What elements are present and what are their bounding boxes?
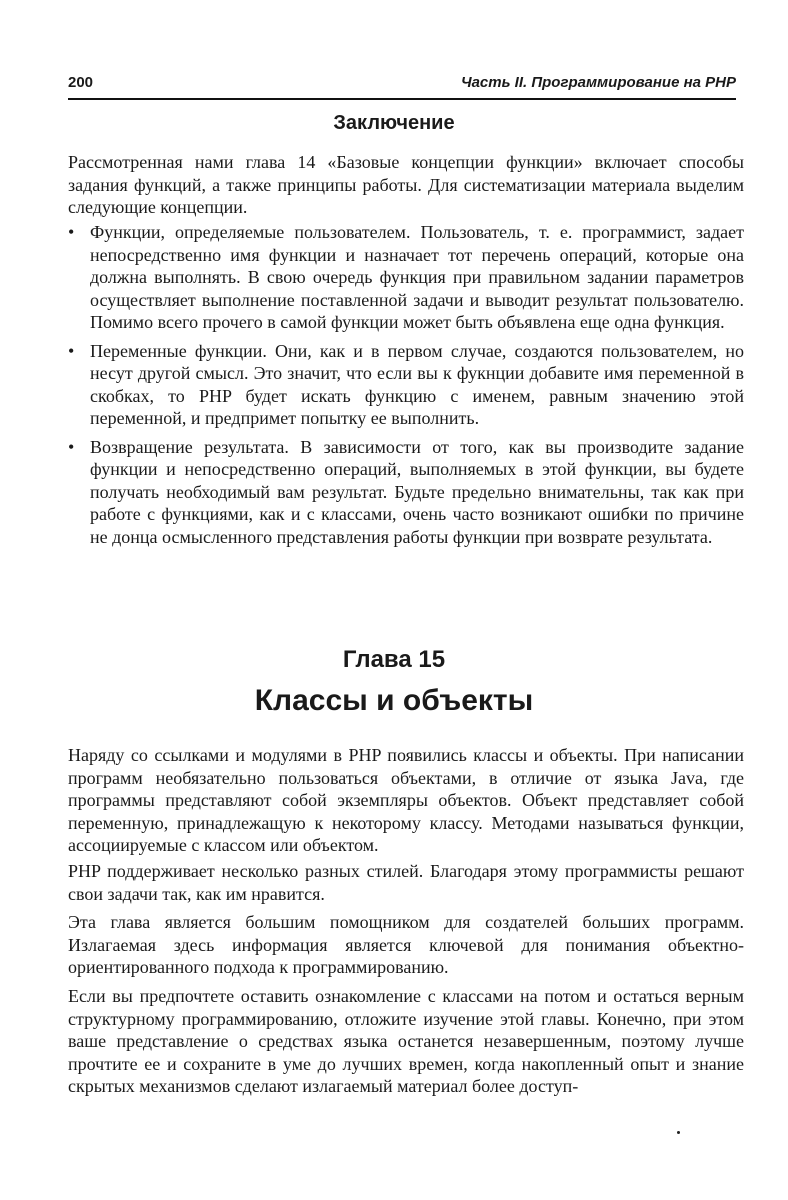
list-item <box>68 436 744 549</box>
list-item <box>68 340 744 430</box>
chapter-paragraph: Эта глава является большим помощником для создателей больших программ. Излагаемая здесь информация является ключевой для понимания объектно-ориентированного подхода к программированию. <box>68 912 744 977</box>
bullet-icon: • <box>68 436 75 457</box>
bullet-icon: • <box>68 222 75 242</box>
page-header <box>68 72 736 96</box>
concept-list <box>68 221 744 554</box>
list-item <box>68 221 744 334</box>
chapter-label: Глава 15 <box>342 646 446 673</box>
list-item-text: Функции, определяемые пользователем. Пользователь, т. е. программист, задает непосредственно имя функции и назначает тот перечень операций, которые она должна выполнять. В свою очередь функция при правильном задании параметров осуществляет выполнение поставленной задачи и выводит результат пользователю. Помимо всего прочего в самой функции может быть объявлена еще одна функция. <box>90 222 744 332</box>
section-title: Заключение <box>333 112 455 134</box>
scan-speck <box>677 1131 680 1134</box>
section-intro-paragraph: Рассмотренная нами глава 14 «Базовые концепции функции» включает способы задания функций, а также принципы работы. Для систематизации материала выделим следующие концепции. <box>68 152 744 217</box>
chapter-paragraph: Если вы предпочтете оставить ознакомление с классами на потом и остаться верным структурному программированию, отложите изучение этой главы. Конечно, при этом ваше представление о средствах языка останется незавершенным, поэтому лучше прочтите ее и сохраните в уме до лучших времен, когда накопленный опыт и знание скрытых механизмов сделают излагаемый материал более доступ- <box>68 986 744 1096</box>
chapter-title: Классы и объекты <box>254 684 534 717</box>
list-item-text: Переменные функции. Они, как и в первом случае, создаются пользователем, но несут другой смысл. Это значит, что если вы к фукнции добавите имя переменной в скобках, то PHP будет искать функцию с именем, равным значению этой переменной, и предпримет попытку ее выполнить. <box>90 340 744 428</box>
list-item-text: Возвращение результата. В зависимости от того, как вы производите задание функции и непосредственно операций, выполняемых в этой функции, вы будете получать необходимый вам результат. Будьте предельно внимательны, так как при работе с функциями, как и с классами, очень часто возникают ошибки по причине не донца осмысленного представления работы функции при возврате результата. <box>90 436 744 547</box>
page-number: 200 <box>68 74 94 91</box>
chapter-paragraph: PHP поддерживает несколько разных стилей. Благодаря этому программисты решают свои задачи так, как им нравится. <box>68 861 744 904</box>
chapter-paragraph: Наряду со ссылками и модулями в PHP появились классы и объекты. При написании программ необязательно пользоваться объектами, в отличие от языка Java, где программы представляют собой экземпляры объектов. Объект представляет собой переменную, принадлежащую к некоторому классу. Методами называться функции, ассоциируемые с классом или объектом. <box>68 745 744 855</box>
header-rule <box>68 98 736 100</box>
running-title: Часть II. Программирование на PHP <box>460 74 736 91</box>
bullet-icon: • <box>68 340 75 361</box>
